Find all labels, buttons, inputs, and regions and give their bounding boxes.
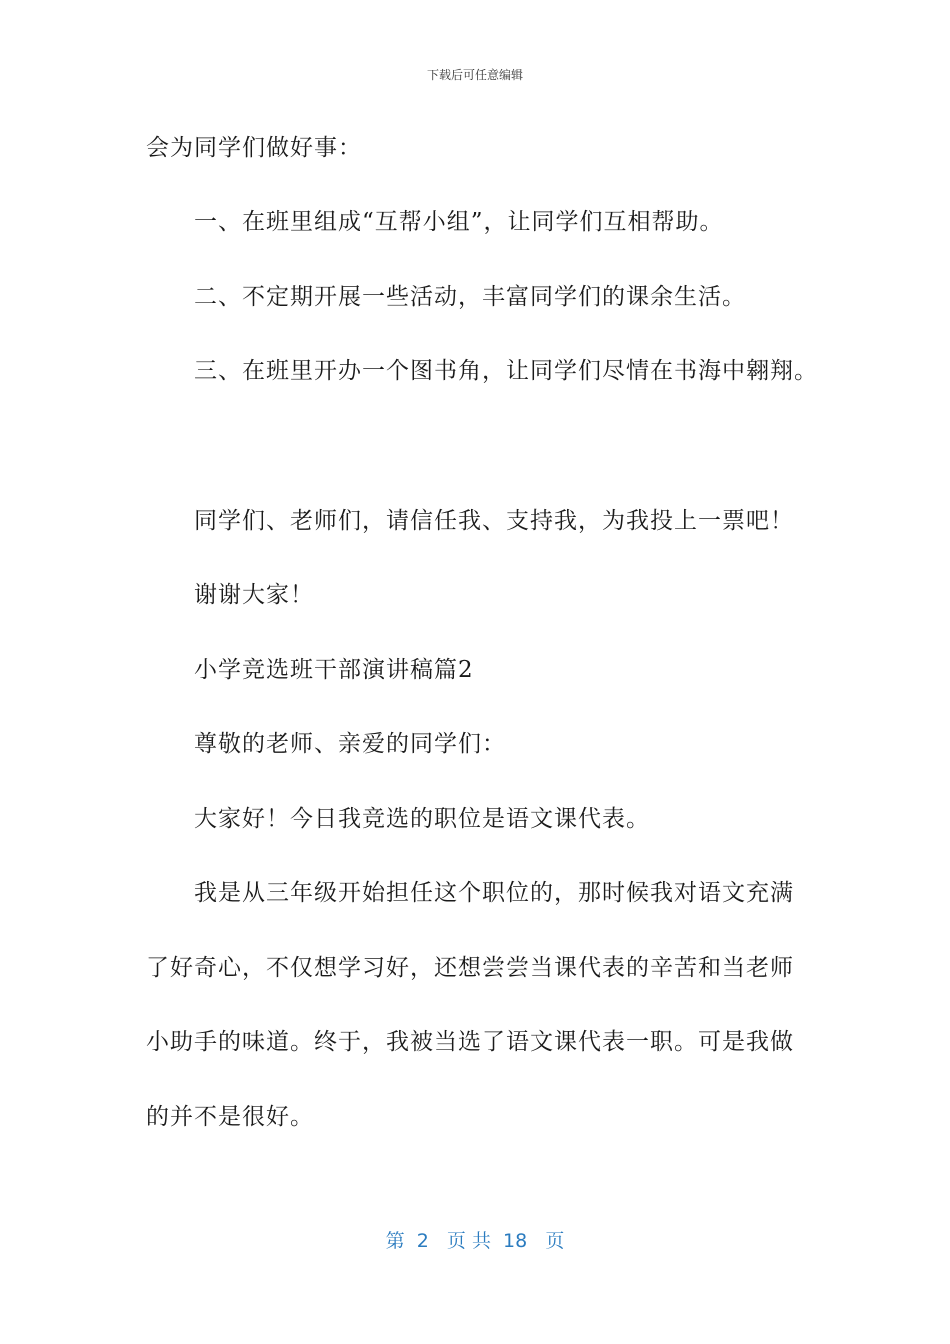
paragraph-line: 大家好！今日我竞选的职位是语文课代表。 (194, 806, 650, 832)
salutation: 尊敬的老师、亲爱的同学们： (194, 731, 506, 757)
paragraph-line: 同学们、老师们，请信任我、支持我，为我投上一票吧！ (194, 508, 794, 534)
paragraph-line: 我是从三年级开始担任这个职位的，那时候我对语文充满 (194, 880, 794, 906)
paragraph-line: 了好奇心，不仅想学习好，还想尝尝当课代表的辛苦和当老师 (146, 955, 794, 981)
section-heading: 小学竞选班干部演讲稿篇2 (194, 657, 474, 683)
paragraph-line: 的并不是很好。 (146, 1104, 314, 1130)
paragraph-line: 谢谢大家！ (194, 582, 314, 608)
paragraph-line: 小助手的味道。终于，我被当选了语文课代表一职。可是我做 (146, 1029, 794, 1055)
paragraph-line: 三、在班里开办一个图书角，让同学们尽情在书海中翱翔。 (194, 358, 818, 384)
paragraph-line: 一、在班里组成“互帮小组”，让同学们互相帮助。 (194, 209, 724, 235)
paragraph-line: 会为同学们做好事： (146, 135, 362, 161)
page-header: 下载后可任意编辑 (426, 68, 523, 82)
page-number-footer: 第 2 页 共 18 页 (385, 1230, 565, 1252)
paragraph-line: 二、不定期开展一些活动，丰富同学们的课余生活。 (194, 284, 746, 310)
